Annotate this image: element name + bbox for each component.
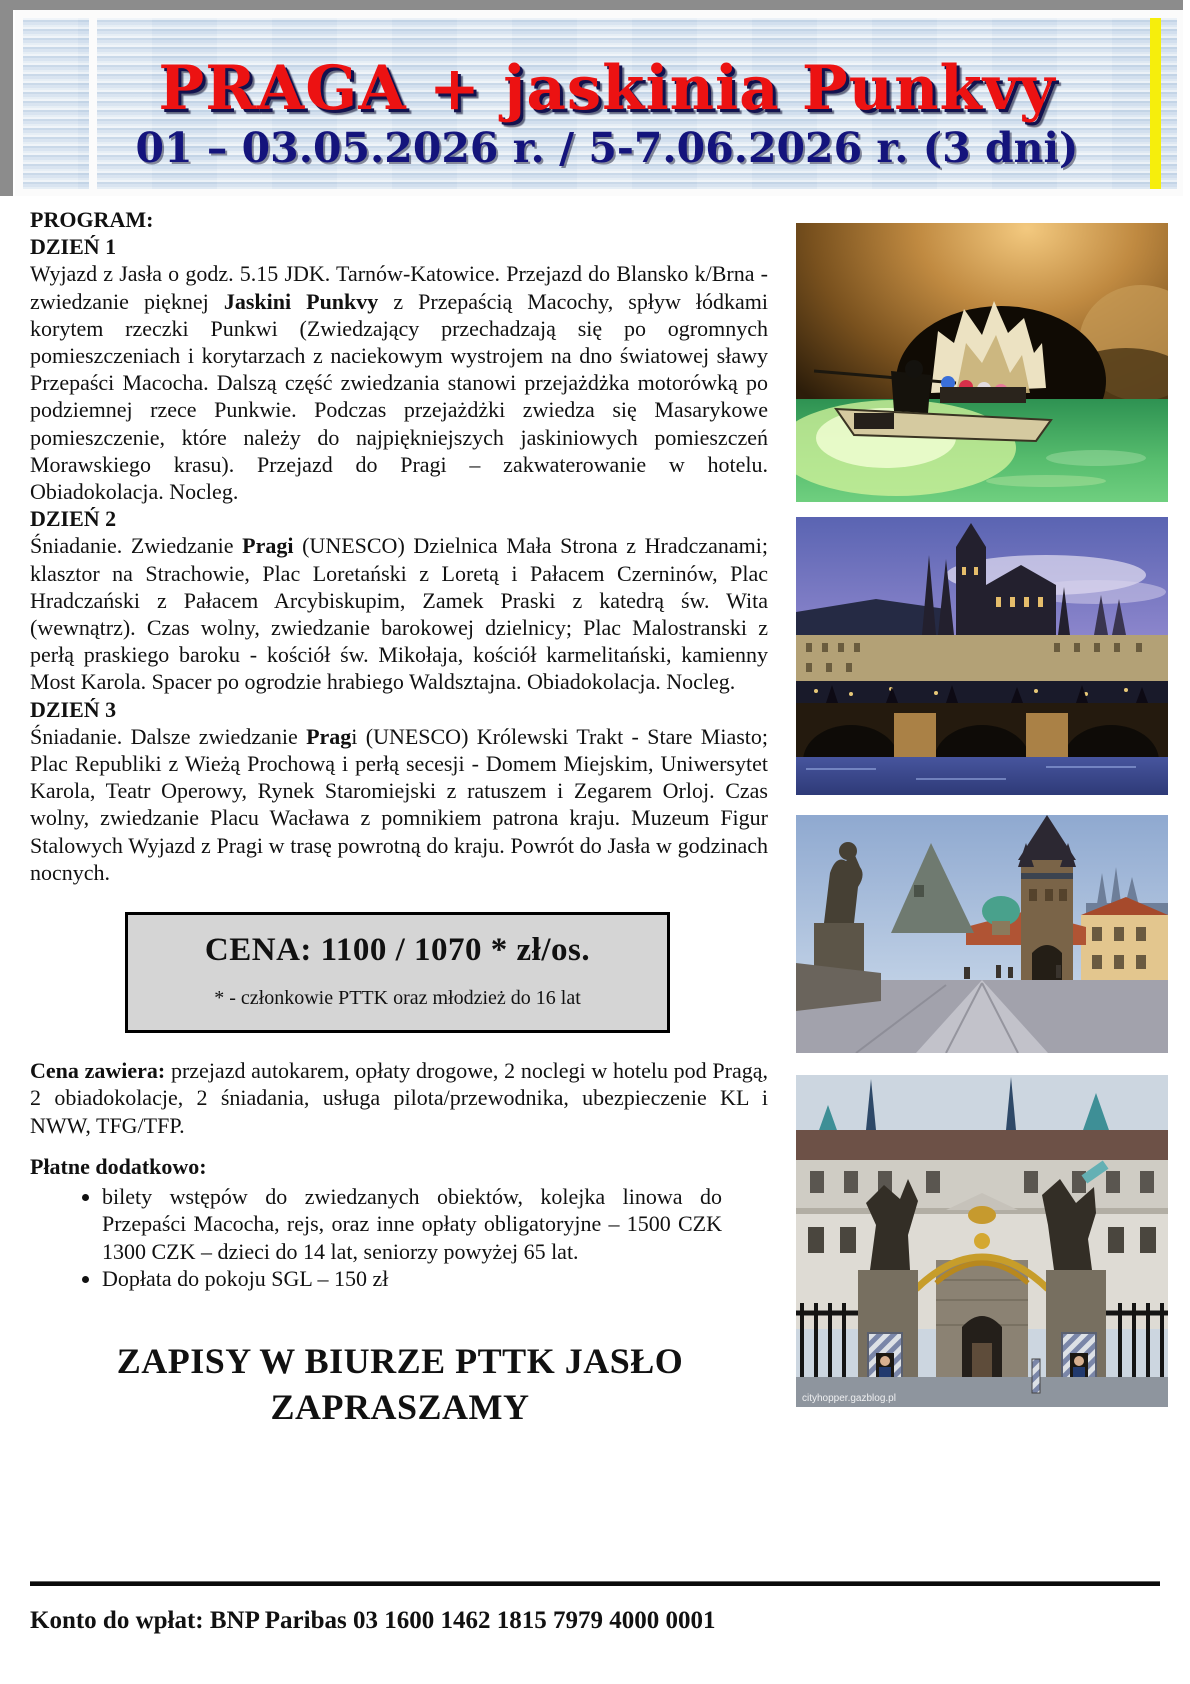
photo-punkva-cave xyxy=(796,223,1168,502)
price-includes-text: Cena zawiera: przejazd autokarem, opłaty drogowe, 2 noclegi w hotelu pod Pragą, 2 obiadokolacje, 2 śniadania, usługa pilota/przewodnika, ubezpieczenie KL i NWW, TFG/TFP. xyxy=(30,1058,768,1138)
header-banner xyxy=(15,10,1183,196)
castle-night-illustration xyxy=(796,517,1168,795)
bank-account-line: Konto do wpłat: BNP Paribas 03 1600 1462 1815 7979 4000 0001 xyxy=(30,1607,716,1634)
list-item: • Dopłata do pokoju SGL – 150 zł xyxy=(102,1265,768,1292)
signup-line2: ZAPRASZAMY xyxy=(270,1386,530,1427)
day1-text: Wyjazd z Jasła o godz. 5.15 JDK. Tarnów-Katowice. Przejazd do Blansko k/Brna - zwiedzanie pięknej Jaskini Punkvy z Przepaścią Macochy, spływ łódkami korytem rzeczki Punkwi (Zwiedzający przechadzają się po ogromnych pomieszczeniach i korytarzach z naciekowym wystrojem na dno światowej sławy Przepaści Macocha. Dalszą część zwiedzania stanowi przejażdżka motorówką po podziemnej rzece Punkwie. Podczas przejażdżki zwiedza się Masarykowe pomieszczenie, które należy do najpiękniejszych jaskiniowych pomieszczeń Morawskiego krasu). Przejazd do Pragi – zakwaterowanie w hotelu. Obiadokolacja. Nocleg. xyxy=(30,261,768,505)
program-heading: PROGRAM: xyxy=(30,207,154,232)
cave-boat-illustration xyxy=(796,223,1168,502)
list-item: • bilety wstępów do zwiedzanych obiektów, kolejka linowa do Przepaści Macocha, rejs, oraz inne opłaty obligatoryjne – 1500 CZK 1300 CZK – dzieci do 14 lat, seniorzy powyżej 65 lat. xyxy=(102,1183,768,1265)
photo-watermark: cityhopper.gazblog.pl xyxy=(802,1393,896,1404)
trip-dates: 01 – 03.05.2026 r. / 5-7.06.2026 r. (3 dni) xyxy=(135,124,1079,172)
price-box xyxy=(125,912,670,1033)
program-content xyxy=(30,206,768,1430)
left-gray-bar xyxy=(0,0,13,196)
price-main: CENA: 1100 / 1070 * zł/os. xyxy=(204,932,591,969)
day1-label: DZIEŃ 1 xyxy=(30,234,117,260)
photo-castle-gate xyxy=(796,1075,1168,1407)
footer-divider xyxy=(30,1581,1160,1586)
top-gray-bar xyxy=(0,0,1183,10)
day2-label: DZIEŃ 2 xyxy=(30,506,117,532)
photo-charles-bridge xyxy=(796,815,1168,1053)
day2-text: Śniadanie. Zwiedzanie Pragi (UNESCO) Dzielnica Mała Strona z Hradczanami; klasztor na Strachowie, Plac Loretański z Loretą i Pałacem Czerninów, Plac Hradczański z Pałacem Arcybiskupim, Zamek Praski z katedrą św. Wita (wewnątrz). Czas wolny, zwiedzanie barokowej dzielnicy; Plac Malostranski z perłą praskiego baroku - kościół św. Mikołaja, kościół karmelitański, kamienny Most Karola. Spacer po ogrodzie hrabiego Waldsztajna. Obiadokolacja. Nocleg. xyxy=(30,533,768,695)
extras-heading: Płatne dodatkowo: xyxy=(30,1153,207,1179)
signup-heading xyxy=(30,1338,770,1430)
page-title: PRAGA + jaskinia Punkvy xyxy=(158,53,1056,124)
bridge-day-illustration xyxy=(796,815,1168,1053)
banner-main xyxy=(97,18,1177,189)
photo-prague-castle-night xyxy=(796,517,1168,795)
day3-text: Śniadanie. Dalsze zwiedzanie Pragi (UNESCO) Królewski Trakt - Stare Miasto; Plac Republiki z Wieżą Prochową i perłą secesji - Domem Miejskim, Uniwersytet Karola, Teatr Operowy, Rynek Staromiejski z ratuszem i Zegarem Orloj. Czas wolny, zwiedzanie Placu Wacława z pomnikiem patrona kraju. Muzeum Figur Stalowych Wyjazd z Pragi w trasę powrotną do kraju. Powrót do Jasła w godzinach nocnych. xyxy=(30,723,768,885)
signup-line1: ZAPISY W BIURZE PTTK JASŁO xyxy=(116,1340,684,1381)
extras-list xyxy=(30,1183,768,1292)
price-note: * - członkowie PTTK oraz młodzież do 16 lat xyxy=(214,987,581,1010)
banner-left-strip xyxy=(23,18,89,189)
yellow-accent-stripe xyxy=(1150,18,1161,189)
day3-label: DZIEŃ 3 xyxy=(30,696,117,722)
castle-gate-illustration xyxy=(796,1075,1168,1407)
